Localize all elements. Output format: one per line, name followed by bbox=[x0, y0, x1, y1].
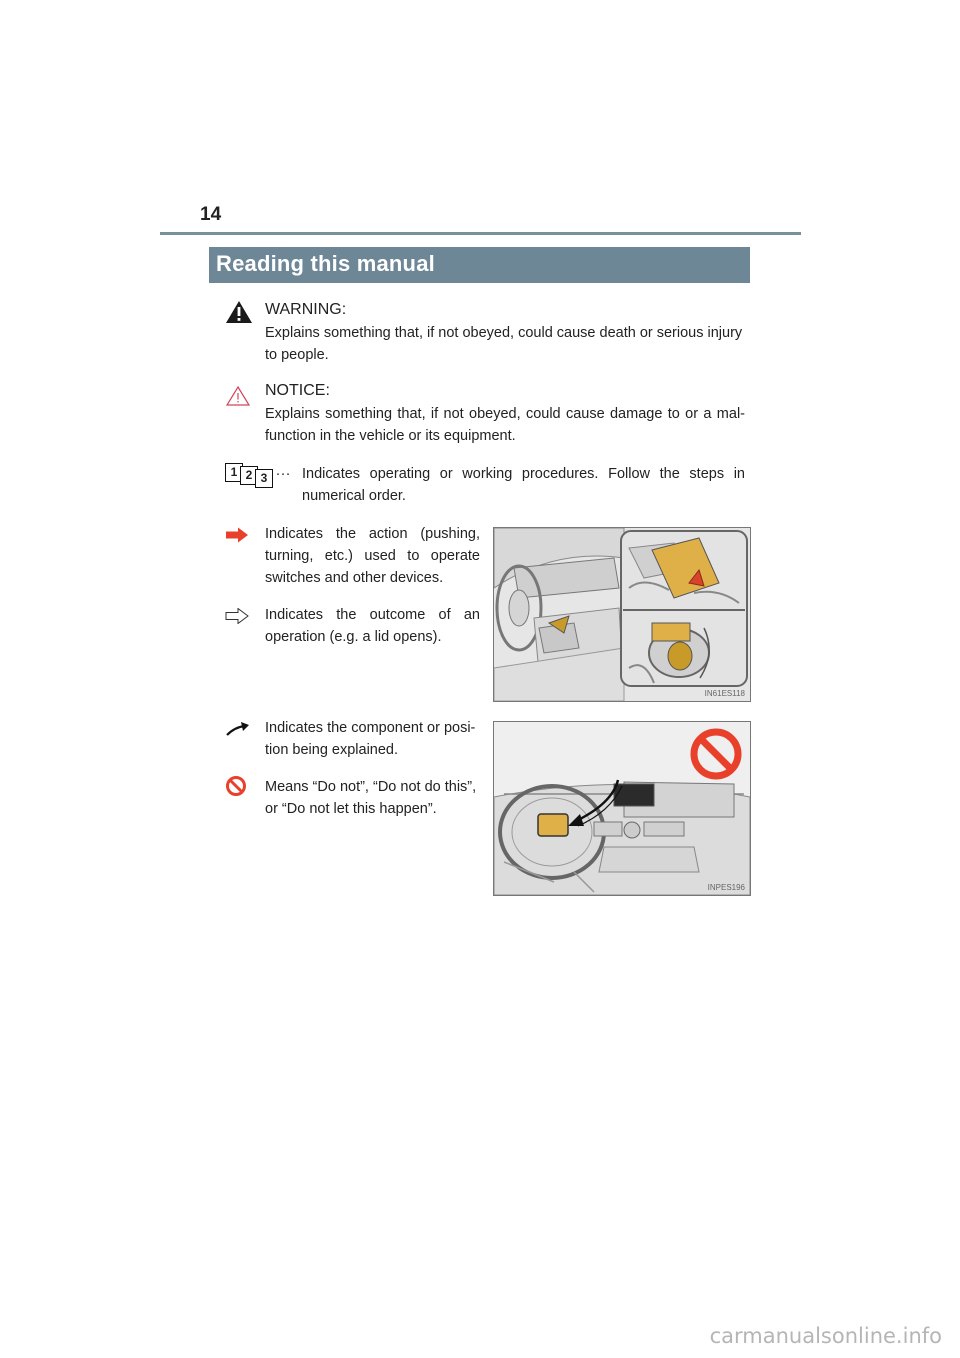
warning-body: Explains something that, if not obeyed, could cause death or serious injury to people. bbox=[265, 325, 743, 363]
action-body-line2: turning, etc.) used to operate bbox=[265, 548, 480, 564]
prohibition-body-line1: Means “Do not”, “Do not do this”, bbox=[265, 779, 477, 795]
step-numbers-icon bbox=[225, 463, 275, 487]
step-badge-2: 2 bbox=[240, 466, 258, 485]
pointer-arrow-icon bbox=[225, 721, 251, 737]
steps-body-line1: Indicates operating or working procedures. Follow the steps in bbox=[302, 466, 745, 482]
action-body-line1: Indicates the action (pushing, bbox=[265, 526, 480, 542]
step-badge-3: 3 bbox=[255, 469, 273, 488]
figure-steering-wheel bbox=[493, 721, 751, 896]
outcome-body-line1: Indicates the outcome of an bbox=[265, 607, 480, 623]
component-body-line2: tion being explained. bbox=[265, 742, 399, 758]
component-body-line1: Indicates the component or posi- bbox=[265, 720, 476, 736]
notice-body-line2: function in the vehicle or its equipment. bbox=[265, 428, 516, 444]
warning-triangle-icon bbox=[224, 299, 254, 325]
notice-heading: NOTICE: bbox=[265, 382, 330, 399]
notice-body-line1: Explains something that, if not obeyed, could cause damage to or a mal- bbox=[265, 406, 745, 422]
center-console-illustration bbox=[494, 528, 750, 701]
prohibition-body-line2: or “Do not let this happen”. bbox=[265, 801, 437, 817]
figure-center-console bbox=[493, 527, 751, 702]
steps-body-line2: numerical order. bbox=[302, 488, 406, 504]
action-body-line3: switches and other devices. bbox=[265, 570, 444, 586]
warning-heading: WARNING: bbox=[265, 301, 347, 318]
step-badge-1: 1 bbox=[225, 463, 243, 482]
section-title-bar bbox=[209, 247, 750, 283]
outcome-arrow-icon bbox=[225, 608, 249, 624]
figure-code: INPES196 bbox=[707, 883, 745, 892]
steps-ellipsis: ... bbox=[276, 463, 292, 479]
watermark: carmanualsonline.info bbox=[709, 1324, 942, 1348]
outcome-body-line2: operation (e.g. a lid opens). bbox=[265, 629, 442, 645]
section-title: Reading this manual bbox=[216, 251, 435, 276]
steering-wheel-illustration bbox=[494, 722, 750, 895]
figure-code: IN61ES118 bbox=[704, 689, 745, 698]
header-rule bbox=[160, 232, 801, 235]
notice-triangle-icon bbox=[225, 385, 251, 407]
page-number: 14 bbox=[200, 204, 222, 225]
action-arrow-icon bbox=[225, 527, 249, 543]
prohibition-icon bbox=[225, 775, 247, 797]
